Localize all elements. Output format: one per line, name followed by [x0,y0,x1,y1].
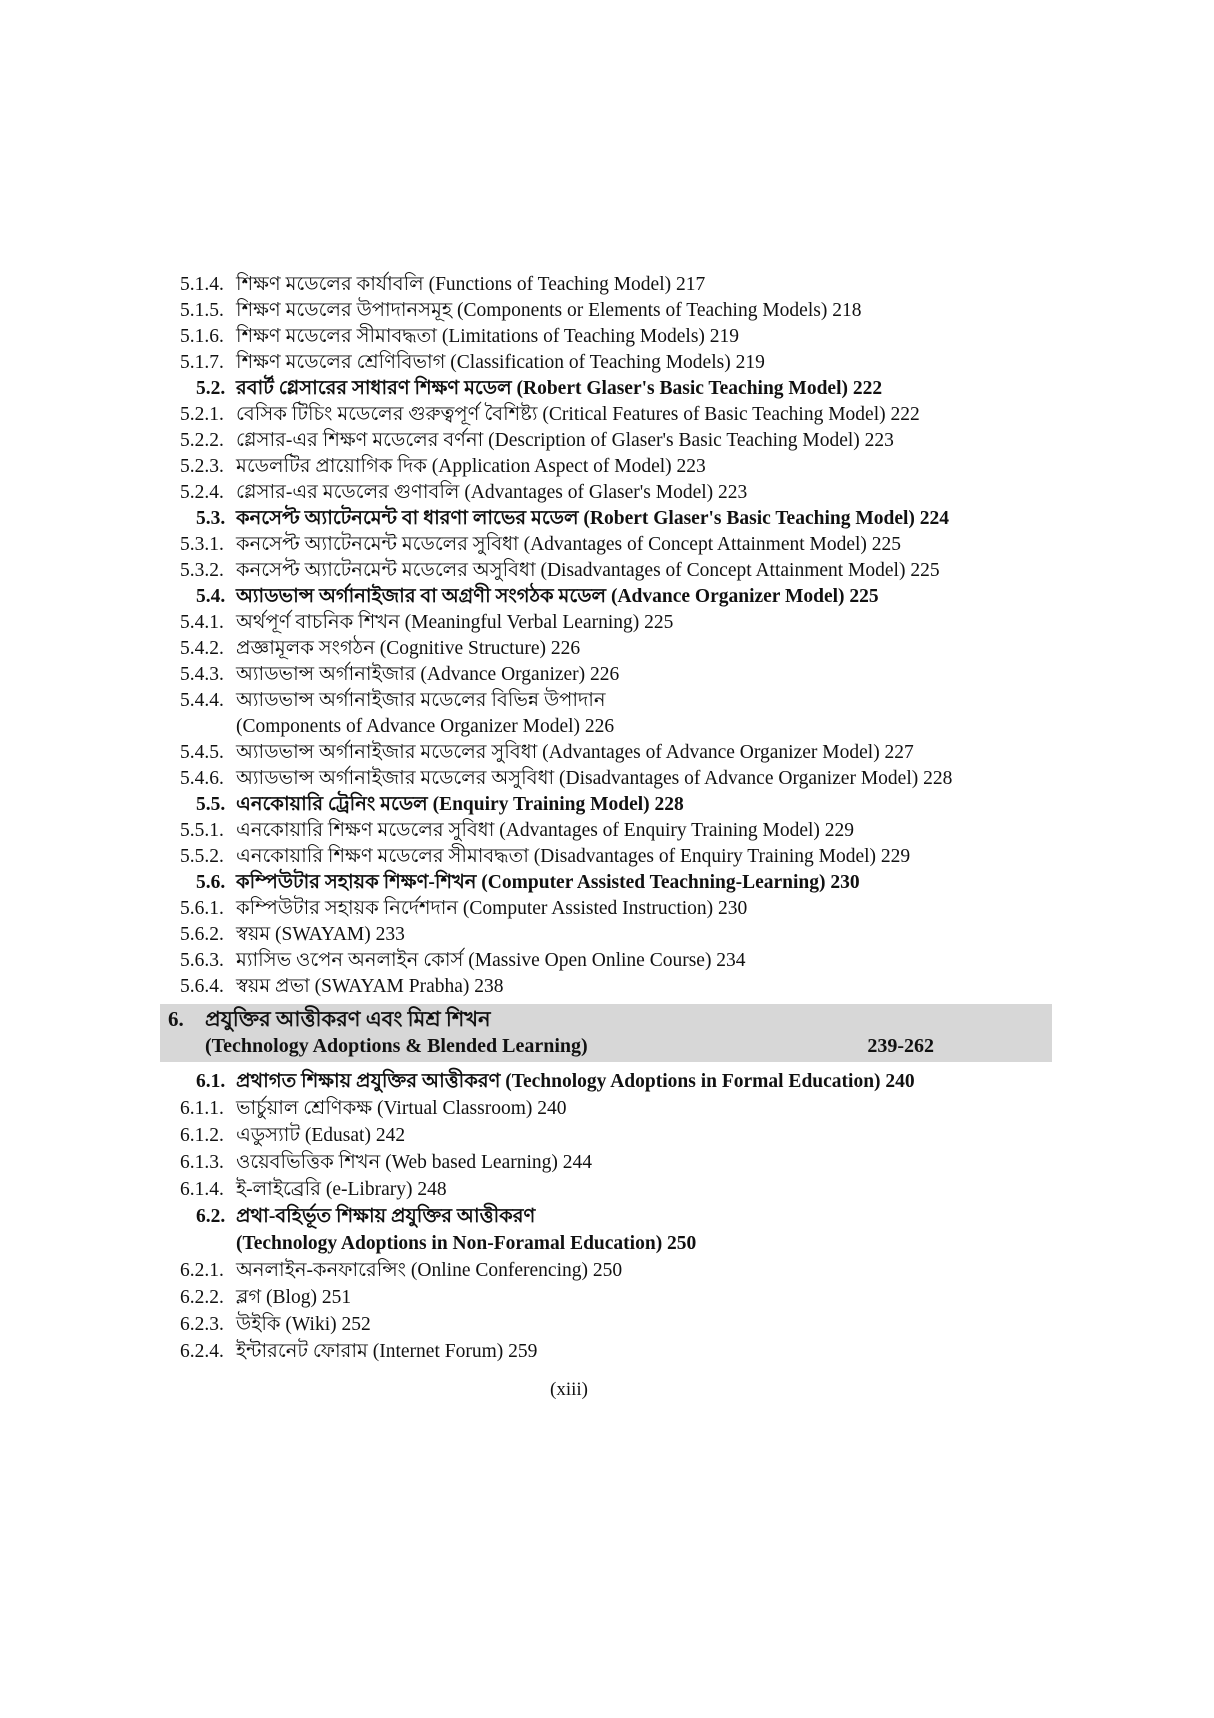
toc-entry-number: 5.4.2. [180,638,224,659]
toc-entry [180,1122,958,1149]
toc-entry-number: 6.1.1. [180,1098,224,1119]
toc-entry-number: 5.3. [196,508,226,529]
toc-entry-second-line: (Technology Adoptions in Non-Foramal Education) 250 [236,1233,697,1254]
toc-entry-number: 6.2.3. [180,1314,224,1335]
toc-entry-text: কনসেপ্ট অ্যাটেনমেন্ট মডেলের সুবিধা (Advantages of Concept Attainment Model) 225 [236,534,902,555]
toc-entry [180,532,958,558]
chapter-6-title-line [168,1006,1052,1033]
toc-entry [180,1257,958,1284]
toc-entry [180,1284,958,1311]
toc-entry [180,688,958,740]
toc-entry-number: 6.2. [196,1206,226,1227]
toc-entry-text: কনসেপ্ট অ্যাটেনমেন্ট মডেলের অসুবিধা (Disadvantages of Concept Attainment Model) 225 [236,560,940,581]
toc-entry-number: 5.4.5. [180,742,224,763]
toc-entry-text: অনলাইন-কনফারেন্সিং (Online Conferencing) 250 [236,1260,623,1281]
toc-entry-text: অ্যাডভান্স অর্গানাইজার মডেলের সুবিধা (Advantages of Advance Organizer Model) 227 [236,742,914,763]
toc-entry [180,896,958,922]
toc-entry-text: এনকোয়ারি শিক্ষণ মডেলের সুবিধা (Advantages of Enquiry Training Model) 229 [236,820,855,841]
toc-entry [180,922,958,948]
toc-entry [180,1176,958,1203]
toc-entry-number: 5.4.1. [180,612,224,633]
toc-entry-text: এনকোয়ারি শিক্ষণ মডেলের সীমাবদ্ধতা (Disadvantages of Enquiry Training Model) 229 [236,846,911,867]
toc-entry [180,558,958,584]
toc-entry-number: 6.1.3. [180,1152,224,1173]
toc-entry-text: মডেলটির প্রায়োগিক দিক (Application Aspect of Model) 223 [236,456,706,477]
toc-entry-number: 5.6.3. [180,950,224,971]
toc-entry-number: 5.3.1. [180,534,224,555]
toc-entry-text: অর্থপূর্ণ বাচনিক শিখন (Meaningful Verbal Learning) 225 [236,612,674,633]
toc-entry [180,428,958,454]
toc-entry-number: 5.6. [196,872,226,893]
toc-entry-text: ই-লাইব্রেরি (e-Library) 248 [236,1179,447,1200]
toc-page [168,272,958,1401]
chapter-6-heading [160,1004,1052,1062]
toc-entry-text: অ্যাডভান্স অর্গানাইজার মডেলের বিভিন্ন উপাদান (Components of Advance Organizer Model) 226 [236,688,958,740]
toc-entry-number: 5.6.1. [180,898,224,919]
toc-entry-number: 5.5. [196,794,226,815]
toc-entry [196,792,958,818]
toc-entry [180,974,958,1000]
toc-entry-text: শিক্ষণ মডেলের সীমাবদ্ধতা (Limitations of Teaching Models) 219 [236,326,740,347]
toc-entry [180,948,958,974]
toc-entry-text: ম্যাসিভ ওপেন অনলাইন কোর্স (Massive Open Online Course) 234 [236,950,746,971]
chapter-6-page-range: 239-262 [867,1035,934,1057]
toc-entry-text: শিক্ষণ মডেলের উপাদানসমূহ (Components or Elements of Teaching Models) 218 [236,300,862,321]
toc-entry [180,402,958,428]
toc-entry [180,662,958,688]
toc-entry [180,610,958,636]
toc-entry [196,506,958,532]
toc-entry [180,480,958,506]
toc-entry-number: 5.2.4. [180,482,224,503]
toc-entry-number: 6.2.4. [180,1341,224,1362]
toc-entry-text: শিক্ষণ মডেলের কার্যাবলি (Functions of Teaching Model) 217 [236,274,706,295]
toc-entry [180,272,958,298]
toc-entry-text: বেসিক টিচিং মডেলের গুরুত্বপূর্ণ বৈশিষ্ট্য (Critical Features of Basic Teaching Model) 222 [236,404,920,425]
toc-entry-number: 5.2. [196,378,226,399]
toc-entry [180,350,958,376]
toc-entry [180,1338,958,1365]
toc-entry-number: 5.6.4. [180,976,224,997]
toc-entry-number: 5.1.5. [180,300,224,321]
toc-entry-number: 5.2.2. [180,430,224,451]
toc-entry [180,1149,958,1176]
toc-entry [180,324,958,350]
toc-entry-number: 5.4.3. [180,664,224,685]
page-number: (xiii) [550,1379,588,1400]
toc-entry-number: 6.1. [196,1071,226,1092]
toc-entry [180,844,958,870]
toc-entry-text: রবার্ট গ্লেসারের সাধারণ শিক্ষণ মডেল (Robert Glaser's Basic Teaching Model) 222 [236,378,883,399]
toc-entry [180,740,958,766]
toc-entry-text: প্রথাগত শিক্ষায় প্রযুক্তির আত্তীকরণ (Technology Adoptions in Formal Education) 240 [236,1071,915,1092]
toc-entry-number: 5.1.4. [180,274,224,295]
toc-entry-text: প্রজ্ঞামূলক সংগঠন (Cognitive Structure) 226 [236,638,581,659]
toc-entry [180,766,958,792]
toc-entry [196,1068,958,1095]
toc-entry [196,1203,958,1257]
toc-entry-text: ইন্টারনেট ফোরাম (Internet Forum) 259 [236,1341,538,1362]
chapter-6-title-english: (Technology Adoptions & Blended Learning) [205,1035,588,1057]
toc-entry-number: 6.2.2. [180,1287,224,1308]
toc-entry [180,454,958,480]
toc-entry [180,818,958,844]
toc-entry-text: অ্যাডভান্স অর্গানাইজার মডেলের অসুবিধা (Disadvantages of Advance Organizer Model) 228 [236,768,953,789]
toc-entry-second-line: (Components of Advance Organizer Model) 226 [236,716,615,737]
toc-entry-number: 5.3.2. [180,560,224,581]
toc-entry-number: 5.4. [196,586,226,607]
toc-entry-text: এডুস্যাট (Edusat) 242 [236,1125,406,1146]
toc-entry-text: ভার্চুয়াল শ্রেণিকক্ষ (Virtual Classroom) 240 [236,1098,567,1119]
toc-entry-number: 6.1.2. [180,1125,224,1146]
toc-entry [180,1095,958,1122]
toc-entry-text: কনসেপ্ট অ্যাটেনমেন্ট বা ধারণা লাভের মডেল (Robert Glaser's Basic Teaching Model) 224 [236,508,950,529]
toc-entry-text: উইকি (Wiki) 252 [236,1314,371,1335]
toc-entry-text: প্রথা-বহির্ভূত শিক্ষায় প্রযুক্তির আত্তীকরণ (Technology Adoptions in Non-Foramal Education) 250 [236,1203,958,1257]
chapter-6-title-bengali: প্রযুক্তির আত্তীকরণ এবং মিশ্র শিখন [205,1007,491,1031]
toc-entry-text: অ্যাডভান্স অর্গানাইজার (Advance Organizer) 226 [236,664,620,685]
toc-entry-text: গ্লেসার-এর শিক্ষণ মডেলের বর্ণনা (Description of Glaser's Basic Teaching Model) 223 [236,430,894,451]
toc-entry-number: 6.2.1. [180,1260,224,1281]
toc-entry [180,298,958,324]
toc-entry-text: ব্লগ (Blog) 251 [236,1287,352,1308]
toc-section-6 [180,1068,958,1365]
toc-entry-text: ওয়েবভিত্তিক শিখন (Web based Learning) 244 [236,1152,593,1173]
toc-entry-number: 5.5.1. [180,820,224,841]
toc-entry [196,376,958,402]
toc-entry-number: 5.4.4. [180,690,224,711]
toc-entry-text: স্বয়ম (SWAYAM) 233 [236,924,405,945]
toc-entry [180,1311,958,1338]
toc-entry-text: এনকোয়ারি ট্রেনিং মডেল (Enquiry Training Model) 228 [236,794,684,815]
toc-entry-number: 5.2.3. [180,456,224,477]
toc-entry-text: শিক্ষণ মডেলের শ্রেণিবিভাগ (Classification of Teaching Models) 219 [236,352,765,373]
toc-entry-number: 5.1.6. [180,326,224,347]
toc-entry-text: স্বয়ম প্রভা (SWAYAM Prabha) 238 [236,976,504,997]
toc-entry-number: 5.2.1. [180,404,224,425]
toc-entry [180,636,958,662]
toc-entry-text: কম্পিউটার সহায়ক শিক্ষণ-শিখন (Computer Assisted Teachning-Learning) 230 [236,872,860,893]
toc-entry-text: অ্যাডভান্স অর্গানাইজার বা অগ্রণী সংগঠক মডেল (Advance Organizer Model) 225 [236,586,879,607]
toc-entry-number: 5.5.2. [180,846,224,867]
toc-entry-number: 6.1.4. [180,1179,224,1200]
toc-entry-text: কম্পিউটার সহায়ক নির্দেশদান (Computer Assisted Instruction) 230 [236,898,748,919]
toc-section-5 [180,272,958,1000]
toc-entry-text: গ্লেসার-এর মডেলের গুণাবলি (Advantages of Glaser's Model) 223 [236,482,748,503]
chapter-6-number: 6. [168,1007,184,1031]
toc-entry-number: 5.1.7. [180,352,224,373]
toc-entry-number: 5.4.6. [180,768,224,789]
toc-entry [196,584,958,610]
toc-entry [196,870,958,896]
toc-entry-number: 5.6.2. [180,924,224,945]
